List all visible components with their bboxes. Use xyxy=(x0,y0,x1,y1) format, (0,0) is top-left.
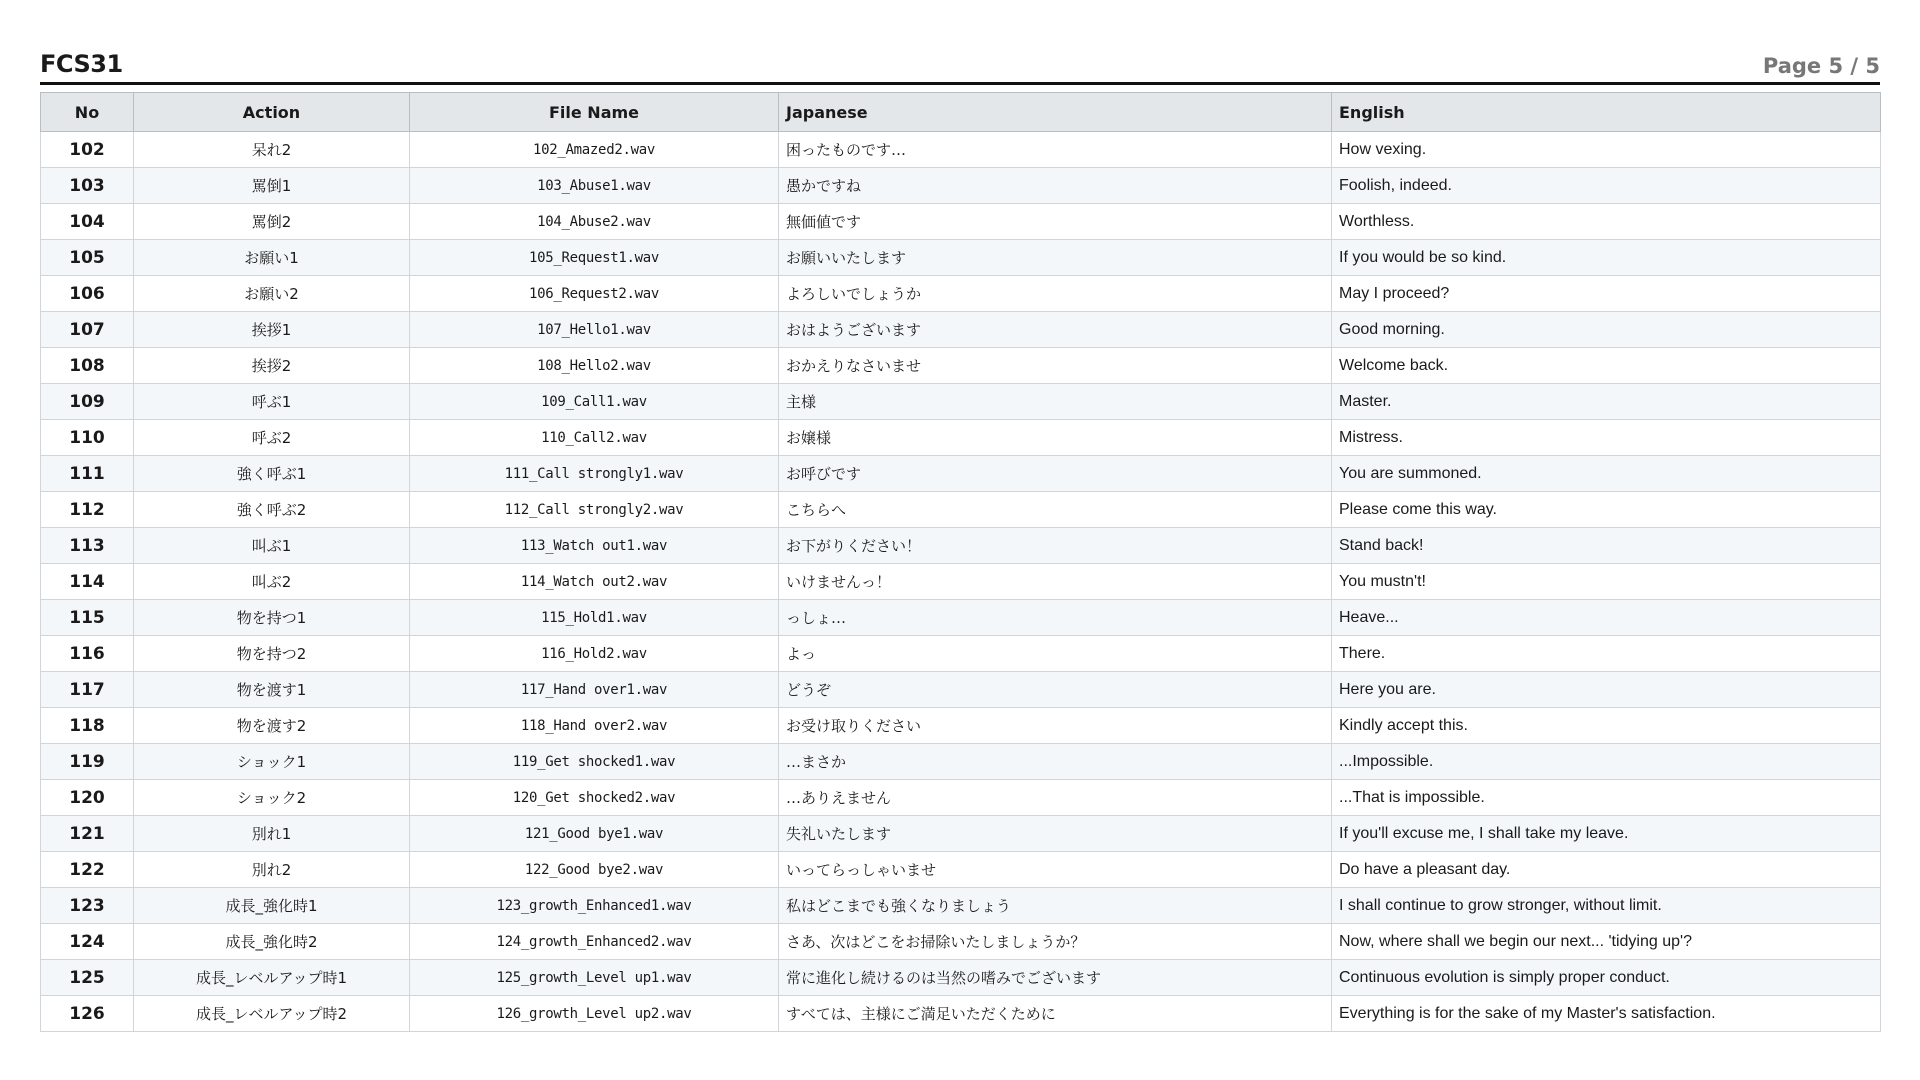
table-row xyxy=(41,168,1881,204)
table-row xyxy=(41,600,1881,636)
cell-file-name: 114_Watch out2.wav xyxy=(410,564,779,600)
cell-japanese: 常に進化し続けるのは当然の嗜みでございます xyxy=(779,960,1332,996)
cell-no: 112 xyxy=(41,492,134,528)
cell-english: Now, where shall we begin our next... 'tidying up'? xyxy=(1332,924,1881,960)
voice-lines-table xyxy=(40,92,1881,1032)
cell-action: 物を持つ1 xyxy=(134,600,410,636)
cell-japanese: 失礼いたします xyxy=(779,816,1332,852)
cell-japanese: 主様 xyxy=(779,384,1332,420)
column-header-japanese: Japanese xyxy=(779,93,1332,132)
cell-action: 呆れ2 xyxy=(134,132,410,168)
cell-japanese: お嬢様 xyxy=(779,420,1332,456)
cell-no: 120 xyxy=(41,780,134,816)
table-row xyxy=(41,960,1881,996)
cell-english: If you'll excuse me, I shall take my leave. xyxy=(1332,816,1881,852)
cell-japanese: いってらっしゃいませ xyxy=(779,852,1332,888)
cell-file-name: 126_growth_Level up2.wav xyxy=(410,996,779,1032)
cell-english: Mistress. xyxy=(1332,420,1881,456)
cell-english: You mustn't! xyxy=(1332,564,1881,600)
cell-no: 109 xyxy=(41,384,134,420)
column-header-file-name: File Name xyxy=(410,93,779,132)
cell-action: お願い2 xyxy=(134,276,410,312)
cell-japanese: 困ったものです… xyxy=(779,132,1332,168)
table-row xyxy=(41,708,1881,744)
page-header xyxy=(40,42,1880,85)
table-row xyxy=(41,276,1881,312)
cell-file-name: 120_Get shocked2.wav xyxy=(410,780,779,816)
cell-file-name: 104_Abuse2.wav xyxy=(410,204,779,240)
cell-no: 104 xyxy=(41,204,134,240)
cell-action: 物を渡す1 xyxy=(134,672,410,708)
table-row xyxy=(41,384,1881,420)
cell-japanese: 無価値です xyxy=(779,204,1332,240)
cell-file-name: 102_Amazed2.wav xyxy=(410,132,779,168)
cell-english: I shall continue to grow stronger, without limit. xyxy=(1332,888,1881,924)
cell-action: 呼ぶ2 xyxy=(134,420,410,456)
cell-no: 122 xyxy=(41,852,134,888)
document-title: FCS31 xyxy=(40,50,123,78)
cell-no: 105 xyxy=(41,240,134,276)
cell-english: How vexing. xyxy=(1332,132,1881,168)
cell-file-name: 112_Call strongly2.wav xyxy=(410,492,779,528)
cell-file-name: 113_Watch out1.wav xyxy=(410,528,779,564)
table-row xyxy=(41,744,1881,780)
table-row xyxy=(41,312,1881,348)
cell-action: 挨拶2 xyxy=(134,348,410,384)
cell-no: 111 xyxy=(41,456,134,492)
cell-japanese: さあ、次はどこをお掃除いたしましょうか？ xyxy=(779,924,1332,960)
cell-english: Do have a pleasant day. xyxy=(1332,852,1881,888)
cell-english: Worthless. xyxy=(1332,204,1881,240)
cell-action: ショック2 xyxy=(134,780,410,816)
cell-file-name: 108_Hello2.wav xyxy=(410,348,779,384)
cell-japanese: 私はどこまでも強くなりましょう xyxy=(779,888,1332,924)
cell-english: You are summoned. xyxy=(1332,456,1881,492)
cell-file-name: 124_growth_Enhanced2.wav xyxy=(410,924,779,960)
table-row xyxy=(41,564,1881,600)
table-row xyxy=(41,888,1881,924)
cell-action: 罵倒1 xyxy=(134,168,410,204)
cell-file-name: 115_Hold1.wav xyxy=(410,600,779,636)
cell-english: Kindly accept this. xyxy=(1332,708,1881,744)
cell-file-name: 116_Hold2.wav xyxy=(410,636,779,672)
cell-action: 成長_レベルアップ時1 xyxy=(134,960,410,996)
cell-file-name: 123_growth_Enhanced1.wav xyxy=(410,888,779,924)
table-row xyxy=(41,492,1881,528)
cell-no: 117 xyxy=(41,672,134,708)
cell-file-name: 107_Hello1.wav xyxy=(410,312,779,348)
column-header-action: Action xyxy=(134,93,410,132)
cell-file-name: 111_Call strongly1.wav xyxy=(410,456,779,492)
cell-file-name: 122_Good bye2.wav xyxy=(410,852,779,888)
cell-action: 別れ2 xyxy=(134,852,410,888)
cell-japanese: おはようございます xyxy=(779,312,1332,348)
cell-no: 114 xyxy=(41,564,134,600)
cell-action: 強く呼ぶ2 xyxy=(134,492,410,528)
column-header-english: English xyxy=(1332,93,1881,132)
cell-japanese: いけませんっ！ xyxy=(779,564,1332,600)
cell-japanese: おかえりなさいませ xyxy=(779,348,1332,384)
table-row xyxy=(41,132,1881,168)
cell-file-name: 106_Request2.wav xyxy=(410,276,779,312)
cell-english: Foolish, indeed. xyxy=(1332,168,1881,204)
table-row xyxy=(41,996,1881,1032)
cell-english: Stand back! xyxy=(1332,528,1881,564)
cell-action: 罵倒2 xyxy=(134,204,410,240)
cell-no: 123 xyxy=(41,888,134,924)
cell-no: 115 xyxy=(41,600,134,636)
cell-japanese: …ありえません xyxy=(779,780,1332,816)
cell-action: ショック1 xyxy=(134,744,410,780)
cell-english: Everything is for the sake of my Master's satisfaction. xyxy=(1332,996,1881,1032)
table-row xyxy=(41,456,1881,492)
cell-file-name: 109_Call1.wav xyxy=(410,384,779,420)
cell-no: 113 xyxy=(41,528,134,564)
cell-no: 119 xyxy=(41,744,134,780)
cell-file-name: 103_Abuse1.wav xyxy=(410,168,779,204)
cell-file-name: 119_Get shocked1.wav xyxy=(410,744,779,780)
table-row xyxy=(41,852,1881,888)
cell-japanese: お呼びです xyxy=(779,456,1332,492)
cell-file-name: 105_Request1.wav xyxy=(410,240,779,276)
table-row xyxy=(41,240,1881,276)
column-header-no: No xyxy=(41,93,134,132)
cell-japanese: っしょ… xyxy=(779,600,1332,636)
cell-action: 成長_レベルアップ時2 xyxy=(134,996,410,1032)
cell-action: お願い1 xyxy=(134,240,410,276)
cell-japanese: 愚かですね xyxy=(779,168,1332,204)
cell-file-name: 125_growth_Level up1.wav xyxy=(410,960,779,996)
cell-japanese: …まさか xyxy=(779,744,1332,780)
cell-japanese: こちらへ xyxy=(779,492,1332,528)
cell-japanese: よろしいでしょうか xyxy=(779,276,1332,312)
cell-action: 挨拶1 xyxy=(134,312,410,348)
cell-english: Welcome back. xyxy=(1332,348,1881,384)
cell-file-name: 117_Hand over1.wav xyxy=(410,672,779,708)
table-row xyxy=(41,204,1881,240)
table-row xyxy=(41,672,1881,708)
cell-english: Good morning. xyxy=(1332,312,1881,348)
cell-no: 121 xyxy=(41,816,134,852)
cell-no: 103 xyxy=(41,168,134,204)
cell-english: Here you are. xyxy=(1332,672,1881,708)
cell-file-name: 121_Good bye1.wav xyxy=(410,816,779,852)
cell-no: 124 xyxy=(41,924,134,960)
cell-japanese: どうぞ xyxy=(779,672,1332,708)
cell-english: May I proceed? xyxy=(1332,276,1881,312)
cell-action: 別れ1 xyxy=(134,816,410,852)
cell-english: If you would be so kind. xyxy=(1332,240,1881,276)
cell-english: ...Impossible. xyxy=(1332,744,1881,780)
cell-action: 強く呼ぶ1 xyxy=(134,456,410,492)
page-indicator: Page 5 / 5 xyxy=(1762,54,1880,78)
cell-action: 成長_強化時2 xyxy=(134,924,410,960)
cell-action: 物を持つ2 xyxy=(134,636,410,672)
cell-japanese: すべては、主様にご満足いただくために xyxy=(779,996,1332,1032)
cell-english: Master. xyxy=(1332,384,1881,420)
cell-no: 110 xyxy=(41,420,134,456)
cell-action: 成長_強化時1 xyxy=(134,888,410,924)
cell-no: 126 xyxy=(41,996,134,1032)
cell-no: 106 xyxy=(41,276,134,312)
cell-japanese: お下がりください！ xyxy=(779,528,1332,564)
table-row xyxy=(41,420,1881,456)
cell-no: 116 xyxy=(41,636,134,672)
table-row xyxy=(41,348,1881,384)
table-row xyxy=(41,924,1881,960)
cell-no: 125 xyxy=(41,960,134,996)
cell-action: 叫ぶ2 xyxy=(134,564,410,600)
cell-action: 呼ぶ1 xyxy=(134,384,410,420)
cell-no: 118 xyxy=(41,708,134,744)
cell-action: 叫ぶ1 xyxy=(134,528,410,564)
table-row xyxy=(41,528,1881,564)
cell-japanese: お受け取りください xyxy=(779,708,1332,744)
cell-english: There. xyxy=(1332,636,1881,672)
table-row xyxy=(41,780,1881,816)
cell-no: 107 xyxy=(41,312,134,348)
cell-english: Continuous evolution is simply proper conduct. xyxy=(1332,960,1881,996)
cell-no: 102 xyxy=(41,132,134,168)
table-row xyxy=(41,636,1881,672)
cell-english: Heave... xyxy=(1332,600,1881,636)
cell-english: Please come this way. xyxy=(1332,492,1881,528)
cell-no: 108 xyxy=(41,348,134,384)
cell-english: ...That is impossible. xyxy=(1332,780,1881,816)
table-body xyxy=(41,132,1881,1032)
cell-japanese: お願いいたします xyxy=(779,240,1332,276)
table-header-row xyxy=(41,93,1881,132)
cell-file-name: 110_Call2.wav xyxy=(410,420,779,456)
cell-action: 物を渡す2 xyxy=(134,708,410,744)
table-row xyxy=(41,816,1881,852)
cell-file-name: 118_Hand over2.wav xyxy=(410,708,779,744)
cell-japanese: よっ xyxy=(779,636,1332,672)
